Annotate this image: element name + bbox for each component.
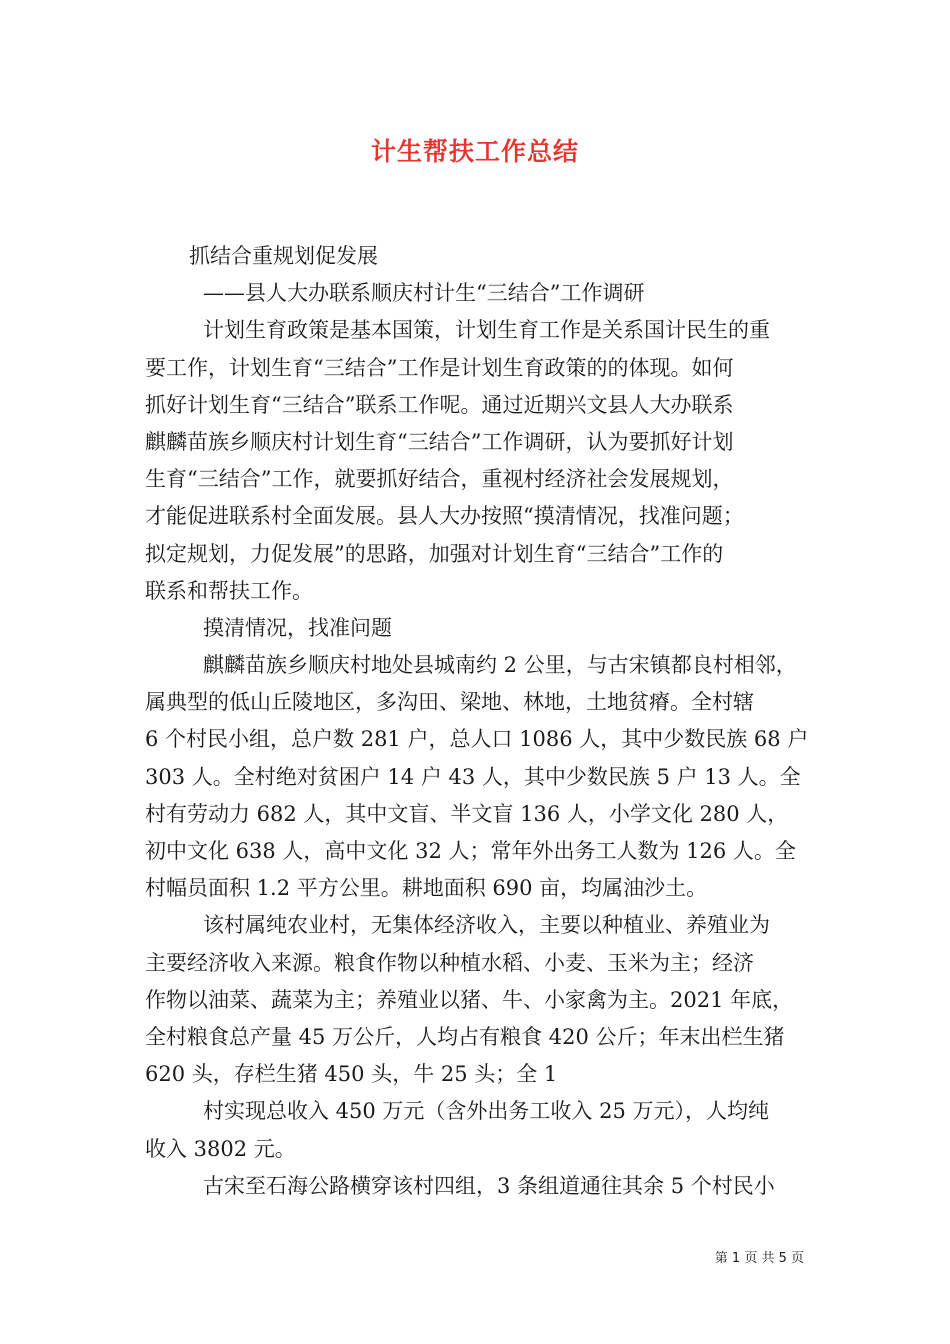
- text-line: 麒麟苗族乡顺庆村地处县城南约 2 公里，与古宋镇都良村相邻，: [203, 653, 797, 678]
- text-line: 属典型的低山丘陵地区，多沟田、梁地、林地，土地贫瘠。全村辖: [145, 690, 754, 715]
- text-line: 村幅员面积 1.2 平方公里。耕地面积 690 亩，均属油沙土。: [145, 876, 708, 901]
- text-line: 收入 3802 元。: [145, 1136, 296, 1161]
- text-line: 全村粮食总产量 45 万公斤，人均占有粮食 420 公斤；年末出栏生猪: [145, 1024, 785, 1049]
- text-line: 抓好计划生育“三结合”联系工作呢。通过近期兴文县人大办联系: [145, 392, 734, 417]
- text-line: 村实现总收入 450 万元（含外出务工收入 25 万元），人均纯: [203, 1099, 770, 1124]
- document-title: 计生帮扶工作总结: [370, 137, 579, 166]
- text-line: 要工作，计划生育“三结合”工作是计划生育政策的的体现。如何: [145, 355, 734, 380]
- text-line: 该村属纯农业村，无集体经济收入，主要以种植业、养殖业为: [203, 913, 770, 938]
- text-line: 抓结合重规划促发展: [189, 244, 378, 268]
- text-line: 生育“三结合”工作，就要抓好结合，重视村经济社会发展规划，: [145, 467, 734, 492]
- text-line: 古宋至石海公路横穿该村四组，3 条组道通往其余 5 个村民小: [203, 1173, 775, 1198]
- text-line: 6 个村民小组，总户数 281 户，总人口 1086 人，其中少数民族 68 户: [145, 727, 809, 752]
- text-line: 303 人。全村绝对贫困户 14 户 43 人，其中少数民族 5 户 13 人。全: [145, 764, 801, 789]
- text-line: 主要经济收入来源。粮食作物以种植水稻、小麦、玉米为主；经济: [145, 950, 754, 975]
- text-line: 作物以油菜、蔬菜为主；养殖业以猪、牛、小家禽为主。2021 年底，: [145, 987, 794, 1012]
- text-line: 620 头，存栏生猪 450 头，牛 25 头；全 1: [145, 1062, 558, 1087]
- text-line: 村有劳动力 682 人，其中文盲、半文盲 136 人，小学文化 280 人，: [145, 801, 789, 826]
- text-line: 初中文化 638 人，高中文化 32 人；常年外出务工人数为 126 人。全: [145, 839, 796, 863]
- text-line: 计划生育政策是基本国策，计划生育工作是关系国计民生的重: [203, 318, 770, 343]
- text-line: 联系和帮扶工作。: [145, 578, 313, 603]
- text-line: 麒麟苗族乡顺庆村计划生育“三结合”工作调研，认为要抓好计划: [145, 429, 734, 454]
- text-line: 才能促进联系村全面发展。县人大办按照“摸清情况，找准问题；: [145, 504, 744, 529]
- text-line: ——县人大办联系顺庆村计生“三结合”工作调研: [203, 281, 645, 306]
- page-indicator: 第 1 页 共 5 页: [714, 1251, 804, 1266]
- text-line: 摸清情况，找准问题: [203, 615, 392, 640]
- text-line: 拟定规划，力促发展”的思路，加强对计划生育“三结合”工作的: [145, 541, 724, 566]
- document-body: [145, 238, 810, 1205]
